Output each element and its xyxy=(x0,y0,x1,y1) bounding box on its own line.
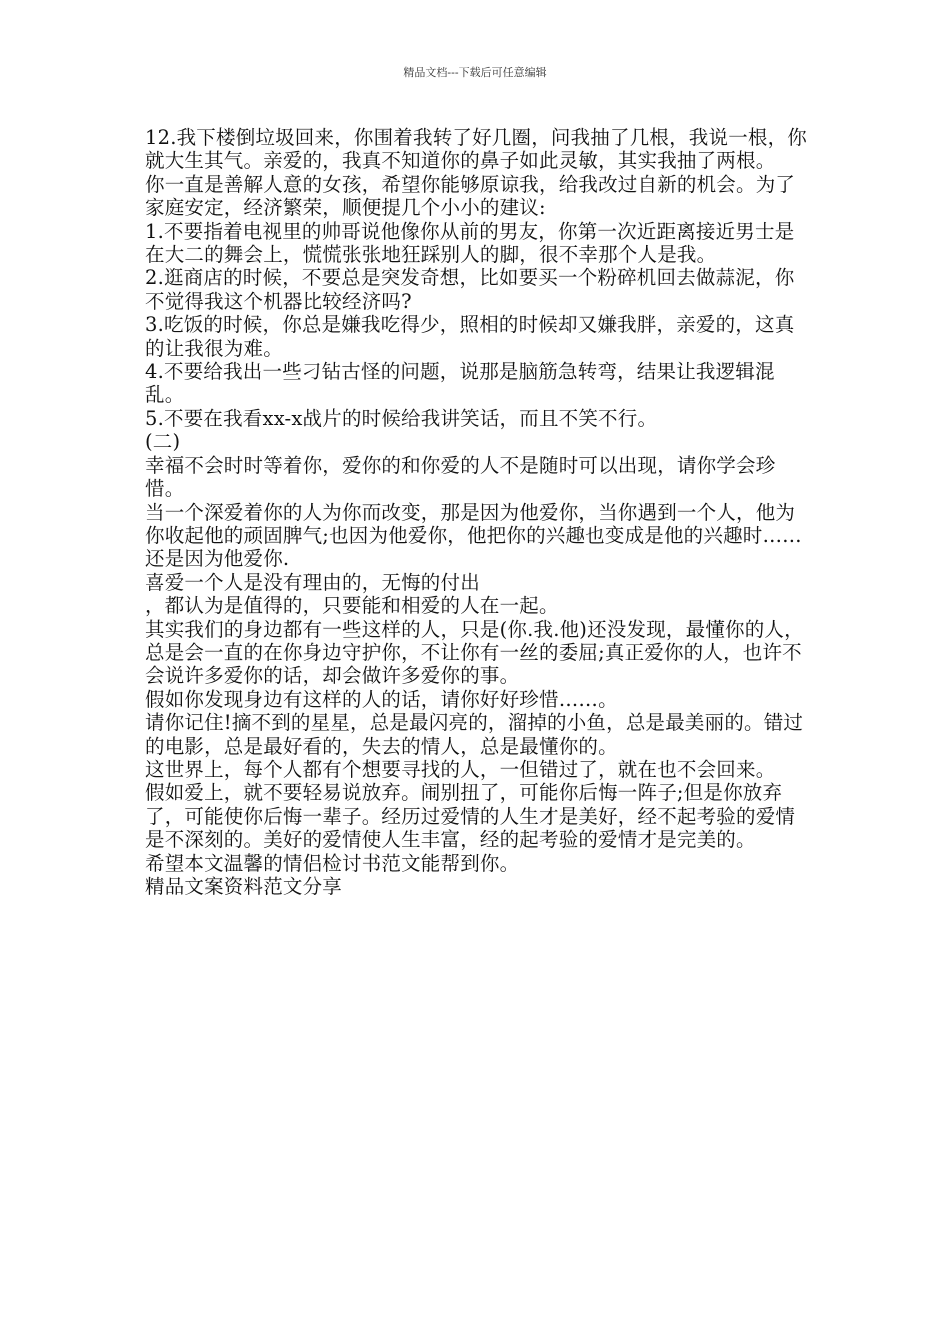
page-header: 精品文档---下载后可任意编辑 xyxy=(403,66,547,79)
paragraph-item-3: 3.吃饭的时候，你总是嫌我吃得少，照相的时候却又嫌我胖，亲爱的，这真的让我很为难。 xyxy=(145,313,795,360)
paragraph-footer-note: 精品文案资料范文分享 xyxy=(145,875,343,898)
paragraph-worth-it: ，都认为是值得的，只要能和相爱的人在一起。 xyxy=(145,594,559,618)
paragraph-item-4: 4.不要给我出一些刁钻古怪的问题，说那是脑筋急转弯，结果让我逻辑混乱。 xyxy=(145,360,775,407)
paragraph-cherish: 假如你发现身边有这样的人的话，请你好好珍惜……。 xyxy=(145,687,618,711)
paragraph-world: 这世界上，每个人都有个想要寻找的人，一但错过了，就在也不会回来。 xyxy=(145,757,776,781)
paragraph-remember: 请你记住!摘不到的星星，总是最闪亮的，溜掉的小鱼，总是最美丽的。错过的电影，总是最好看的，失去的情人，总是最懂你的。 xyxy=(145,711,804,758)
paragraph-love-reason: 喜爱一个人是没有理由的，无悔的付出 xyxy=(145,570,480,594)
section-heading-two: (二) xyxy=(145,430,181,454)
paragraph-item-5: 5.不要在我看xx-x战片的时候给我讲笑话，而且不笑不行。 xyxy=(145,406,658,430)
paragraph-closing: 希望本文温馨的情侣检讨书范文能帮到你。 xyxy=(145,851,520,875)
paragraph-item-12: 12.我下楼倒垃圾回来，你围着我转了好几圈，问我抽了几根，我说一根，你就大生其气。亲爱的，我真不知道你的鼻子如此灵敏，其实我抽了两根。 xyxy=(145,126,808,173)
paragraph-item-1: 1.不要指着电视里的帅哥说他像你从前的男友，你第一次近距离接近男士是在大二的舞会上，慌慌张张地狂踩别人的脚，很不幸那个人是我。 xyxy=(145,219,795,267)
paragraph-people-around: 其实我们的身边都有一些这样的人，只是(你.我.他)还没发现，最懂你的人，总是会一直的在你身边守护你，不让你有一丝的委屈;真正爱你的人，也许不会说许多爱你的话，却会做许多爱你的事。 xyxy=(145,617,804,688)
document-body xyxy=(145,126,810,898)
paragraph-happiness: 幸福不会时时等着你，爱你的和你爱的人不是随时可以出现，请你学会珍惜。 xyxy=(145,453,776,501)
paragraph-apology: 你一直是善解人意的女孩，希望你能够原谅我，给我改过自新的机会。为了家庭安定，经济繁荣，顺便提几个小小的建议: xyxy=(145,172,796,220)
paragraph-change: 当一个深爱着你的人为你而改变，那是因为他爱你，当你遇到一个人，他为你收起他的顽固脾气;也因为他爱你，他把你的兴趣也变成是他的兴趣时……还是因为他爱你. xyxy=(145,500,802,571)
paragraph-item-2: 2.逛商店的时候，不要总是突发奇想，比如要买一个粉碎机回去做蒜泥，你不觉得我这个机器比较经济吗? xyxy=(145,266,795,313)
paragraph-dont-give-up: 假如爱上，就不要轻易说放弃。闹别扭了，可能你后悔一阵子;但是你放弃了，可能使你后悔一辈子。经历过爱情的人生才是美好，经不起考验的爱情是不深刻的。美好的爱情使人生丰富，经的起考验的爱情才是完美的。 xyxy=(145,781,796,852)
